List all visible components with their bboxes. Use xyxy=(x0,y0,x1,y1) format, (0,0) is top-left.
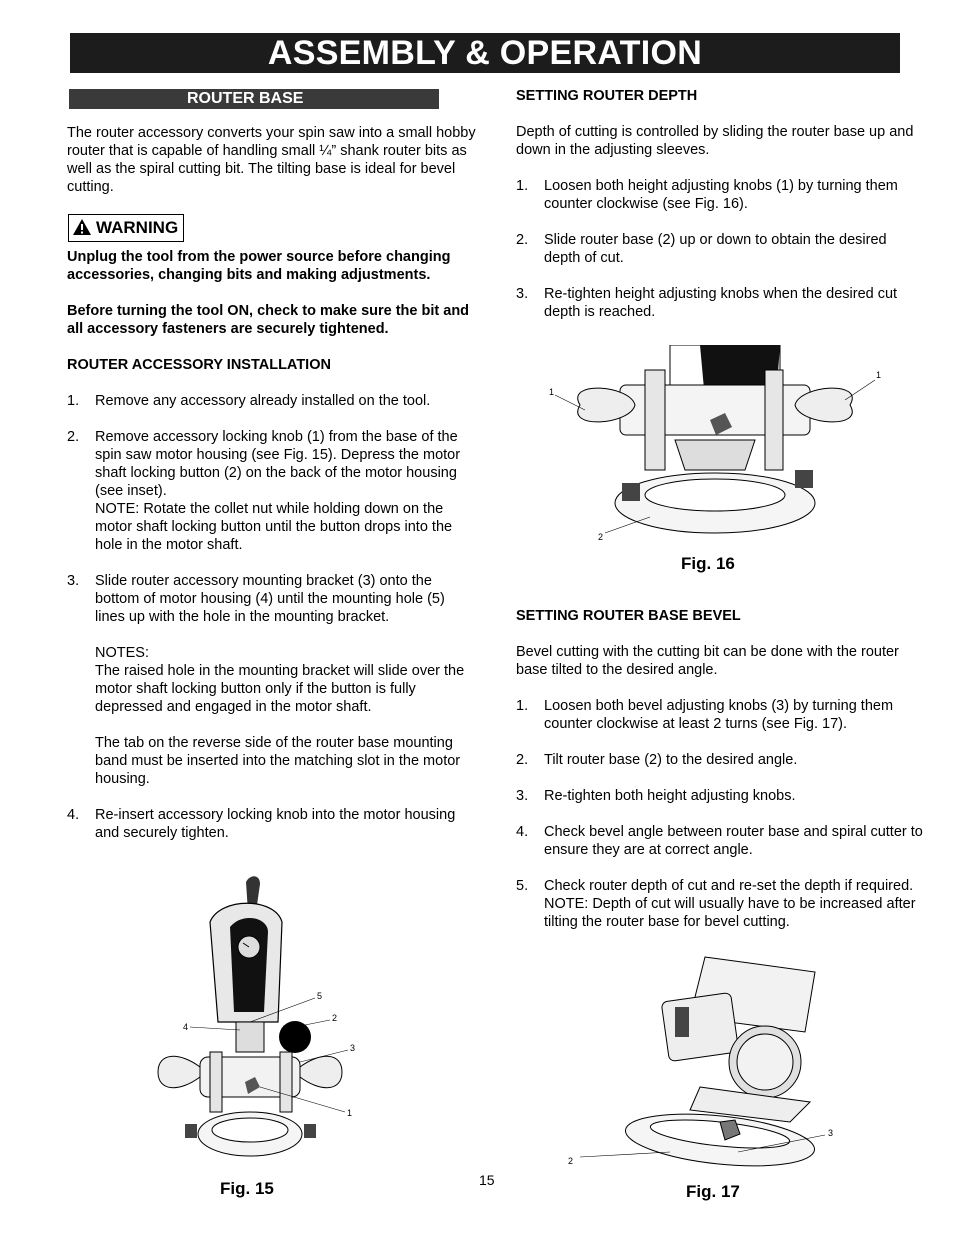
warning-paragraph-1: Unplug the tool from the power source before changing accessories, changing bits and making adjustments. xyxy=(67,249,451,283)
fig15-callout-5: 5 xyxy=(317,991,323,1001)
fig17-callout-3: 3 xyxy=(828,1128,834,1138)
router-base-intro: The router accessory converts your spin saw into a small hobby router that is capable of handling small ¼” shank router bits as well as the spiral cutting bit. The tilting base is ideal for bevel cutting. xyxy=(67,125,476,195)
fig17-callout-2: 2 xyxy=(568,1156,574,1166)
depth-step-3: 3. Re-tighten height adjusting knobs when the desired cut depth is reached. xyxy=(516,286,898,320)
fig15-callout-3: 3 xyxy=(350,1043,356,1053)
bevel-step-5-note: NOTE: Depth of cut will usually have to be increased after tilting the router base for bevel cutting. xyxy=(544,896,916,930)
figure-17-caption: Fig. 17 xyxy=(686,1182,740,1201)
figure-15-router-assembly xyxy=(150,872,360,1167)
fig16-callout-2: 2 xyxy=(598,532,604,542)
install-step-1: 1. Remove any accessory already installed on the tool. xyxy=(67,393,431,409)
install-step-3-notes-label: NOTES: xyxy=(95,645,149,661)
install-heading: ROUTER ACCESSORY INSTALLATION xyxy=(67,357,331,373)
install-step-3-note-2: The tab on the reverse side of the router base mounting band must be inserted into the matching slot in the motor housing. xyxy=(95,735,461,787)
depth-intro: Depth of cutting is controlled by sliding the router base up and down in the adjusting sleeves. xyxy=(516,124,914,158)
fig16-callout-1-right: 1 xyxy=(876,370,882,380)
figure-17-router-bevel xyxy=(560,952,850,1172)
bevel-step-4: 4. Check bevel angle between router base and spiral cutter to ensure they are at correct angle. xyxy=(516,824,923,858)
figure-16-caption: Fig. 16 xyxy=(681,554,735,573)
warning-paragraph-2: Before turning the tool ON, check to make sure the bit and all accessory fasteners are securely tightened. xyxy=(67,303,470,337)
depth-step-1: 1. Loosen both height adjusting knobs (1) by turning them counter clockwise (see Fig. 16). xyxy=(516,178,898,212)
left-column xyxy=(67,89,477,842)
install-step-4: 4. Re-insert accessory locking knob into the motor housing and securely tighten. xyxy=(67,807,456,841)
install-step-3-note-1: The raised hole in the mounting bracket will slide over the motor shaft locking button only if the button is fully depressed and engaged in the motor shaft. xyxy=(95,663,465,715)
fig15-callout-1: 1 xyxy=(347,1108,353,1118)
fig15-callout-4: 4 xyxy=(183,1022,189,1032)
bevel-step-3: 3. Re-tighten both height adjusting knobs. xyxy=(516,788,796,804)
warning-triangle-icon xyxy=(72,218,92,236)
bevel-step-2: 2. Tilt router base (2) to the desired angle. xyxy=(516,752,798,768)
fig16-callout-1-left: 1 xyxy=(549,387,555,397)
warning-text: WARNING xyxy=(96,218,179,237)
bevel-section xyxy=(516,607,926,931)
depth-heading: SETTING ROUTER DEPTH xyxy=(516,88,698,104)
page-title: ASSEMBLY & OPERATION xyxy=(70,33,900,73)
fig15-callout-2: 2 xyxy=(332,1013,338,1023)
depth-step-2: 2. Slide router base (2) up or down to obtain the desired depth of cut. xyxy=(516,232,887,266)
bevel-intro: Bevel cutting with the cutting bit can be done with the router base tilted to the desired angle. xyxy=(516,644,899,678)
figure-15-caption: Fig. 15 xyxy=(220,1179,274,1198)
bevel-step-5: 5. Check router depth of cut and re-set the depth if required. NOTE: Depth of cut will usually have to be increased after tilting the router base for bevel cutting. xyxy=(516,878,916,930)
install-step-2-note: NOTE: Rotate the collet nut while holding down on the motor shaft locking button until the button drops into the hole in the motor shaft. xyxy=(95,501,453,553)
warning-label xyxy=(68,214,184,242)
figure-16-router-depth xyxy=(540,345,890,545)
bevel-step-1: 1. Loosen both bevel adjusting knobs (3) by turning them counter clockwise at least 2 turns (see Fig. 17). xyxy=(516,698,894,732)
install-step-2: 2. Remove accessory locking knob (1) from the base of the spin saw motor housing (see Fig. 15). Depress the motor shaft locking button (2) on the back of the motor housing (see inset). NOTE: Rotate the collet nut while holding down on the motor shaft locking button until the button drops into the hole in the motor shaft. xyxy=(67,429,461,553)
page-number: 15 xyxy=(479,1172,495,1188)
right-column xyxy=(516,87,926,321)
install-step-3: 3. Slide router accessory mounting bracket (3) onto the bottom of motor housing (4) until the mounting hole (5) lines up with the hole in the mounting bracket. NOTES: The raised hole in the mounting bracket will slide over the motor shaft locking button only if the button is fully depressed and engaged in the motor shaft. The tab on the reverse side of the router base mounting band must be inserted into the matching slot in the motor housing. xyxy=(67,573,465,787)
bevel-heading: SETTING ROUTER BASE BEVEL xyxy=(516,608,741,624)
section-title-router-base: ROUTER BASE xyxy=(69,89,439,109)
